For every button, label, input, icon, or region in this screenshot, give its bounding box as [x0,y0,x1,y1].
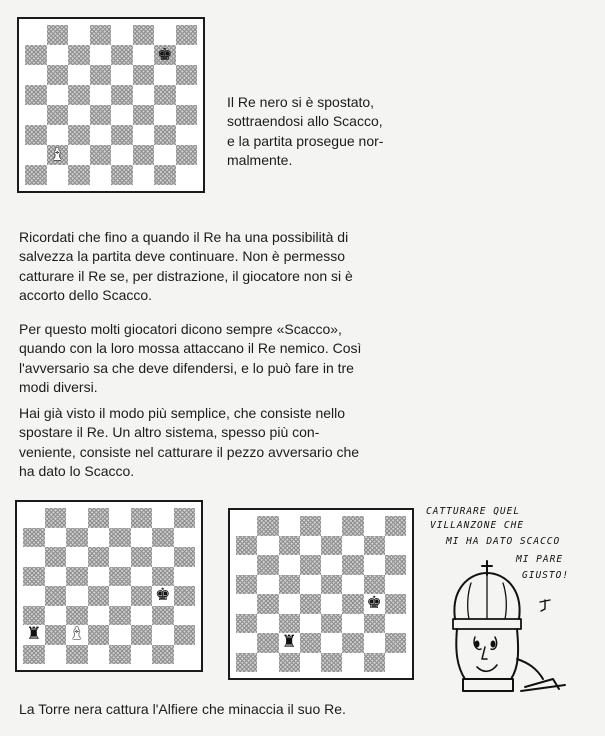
square-c1 [279,653,300,673]
square-b3 [47,125,69,145]
square-g2 [154,145,176,165]
square-d8 [300,516,321,536]
square-h2 [174,625,196,645]
white-bishop-icon: ♝ [69,624,85,645]
square-c3 [279,614,300,634]
square-b1 [257,653,278,673]
rook-cartoon-icon [425,555,570,705]
square-c8 [279,516,300,536]
square-g6 [364,555,385,575]
square-e7 [109,528,131,548]
square-e6 [111,65,133,85]
square-c2 [66,625,88,645]
square-d4 [88,586,110,606]
square-c7 [66,528,88,548]
square-g1 [152,645,174,665]
square-b7 [257,536,278,556]
square-b3 [257,614,278,634]
board-grid [236,516,406,672]
speech-line: MI PARE [516,554,564,565]
square-h8 [385,516,406,536]
square-e7 [111,45,133,65]
square-e2 [111,145,133,165]
square-h3 [176,125,198,145]
square-c7 [279,536,300,556]
square-a3 [25,125,47,145]
square-a5 [23,567,45,587]
square-f7 [133,45,155,65]
square-e4 [109,586,131,606]
black-rook-icon: ♜ [281,632,297,653]
square-f5 [342,575,363,595]
square-h5 [176,85,198,105]
square-a7 [25,45,47,65]
square-d3 [90,125,112,145]
square-h2 [385,633,406,653]
square-d2 [88,625,110,645]
square-b5 [47,85,69,105]
square-h6 [385,555,406,575]
square-f4 [131,586,153,606]
square-g3 [364,614,385,634]
square-h1 [176,165,198,185]
black-rook-icon: ♜ [26,624,42,645]
square-a1 [25,165,47,185]
top-caption-line: malmente. [227,152,293,169]
square-b7 [47,45,69,65]
square-c4 [68,105,90,125]
paragraph-2 [19,320,411,398]
paragraph-line: Per questo molti giocatori dicono sempre «Scacco», [19,321,342,337]
square-c2 [68,145,90,165]
square-e3 [111,125,133,145]
square-g7 [152,528,174,548]
square-b2 [257,633,278,653]
square-a8 [23,508,45,528]
square-b1 [47,165,69,185]
square-d8 [90,25,112,45]
square-d5 [300,575,321,595]
square-h3 [385,614,406,634]
square-g4 [152,586,174,606]
square-c8 [66,508,88,528]
paragraph-line: modi diversi. [19,379,98,396]
square-h4 [174,586,196,606]
square-f3 [342,614,363,634]
square-f2 [133,145,155,165]
square-e6 [321,555,342,575]
square-f7 [342,536,363,556]
square-h6 [176,65,198,85]
square-d6 [88,547,110,567]
square-e4 [321,594,342,614]
speech-line: GIUSTO! [522,570,570,581]
square-b5 [257,575,278,595]
black-king-icon: ♚ [366,593,382,614]
square-d4 [90,105,112,125]
square-c6 [279,555,300,575]
square-h6 [174,547,196,567]
speech-line: VILLANZONE CHE [430,520,525,531]
square-c7 [68,45,90,65]
square-e1 [109,645,131,665]
square-a5 [25,85,47,105]
square-c2 [279,633,300,653]
square-e8 [321,516,342,536]
chess-board-top [17,17,205,193]
paragraph-1 [19,228,411,306]
speech-line: CATTURARE QUEL [426,506,521,517]
square-h3 [174,606,196,626]
square-a5 [236,575,257,595]
square-g6 [152,547,174,567]
square-g7 [364,536,385,556]
square-e3 [321,614,342,634]
square-a3 [236,614,257,634]
square-g7 [154,45,176,65]
chess-board-bottom-left [15,500,203,672]
paragraph-line: quando con la loro mossa attaccano il Re nemico. Così [19,340,362,357]
square-a4 [23,586,45,606]
square-b6 [257,555,278,575]
paragraph-line: salvezza la partita deve continuare. Non è permesso [19,248,346,265]
square-c5 [68,85,90,105]
square-b6 [47,65,69,85]
square-b8 [47,25,69,45]
square-b1 [45,645,67,665]
square-e2 [321,633,342,653]
square-g6 [154,65,176,85]
square-f1 [131,645,153,665]
square-f4 [133,105,155,125]
square-g3 [152,606,174,626]
square-f2 [131,625,153,645]
square-e1 [111,165,133,185]
square-f8 [131,508,153,528]
square-b5 [45,567,67,587]
square-c3 [66,606,88,626]
square-g4 [364,594,385,614]
square-d3 [88,606,110,626]
speech-line: MI HA DATO SCACCO [446,536,561,547]
square-e7 [321,536,342,556]
square-f6 [133,65,155,85]
paragraph-3 [19,404,411,482]
square-a4 [236,594,257,614]
square-g2 [364,633,385,653]
board-grid [25,25,197,185]
black-king-icon: ♚ [155,585,171,606]
square-d1 [88,645,110,665]
square-d7 [90,45,112,65]
square-e4 [111,105,133,125]
square-b8 [257,516,278,536]
square-d6 [90,65,112,85]
square-b4 [47,105,69,125]
square-a8 [25,25,47,45]
square-g8 [154,25,176,45]
paragraph-line: veniente, consiste nel catturare il pezzo avversario che [19,443,360,460]
square-h7 [385,536,406,556]
square-b4 [257,594,278,614]
square-d5 [90,85,112,105]
square-b3 [45,606,67,626]
paragraph-line: l'avversario sa che deve difendersi, e lo può fare in tre [19,359,354,376]
square-e1 [321,653,342,673]
square-f8 [133,25,155,45]
square-e5 [109,567,131,587]
square-d7 [300,536,321,556]
square-f1 [342,653,363,673]
square-f3 [133,125,155,145]
square-h8 [174,508,196,528]
square-h1 [385,653,406,673]
square-g4 [154,105,176,125]
square-e5 [111,85,133,105]
square-c5 [279,575,300,595]
square-c1 [68,165,90,185]
top-caption [227,93,427,171]
black-king-icon: ♚ [157,44,173,65]
square-c6 [66,547,88,567]
chess-board-bottom-right [228,508,414,680]
square-g1 [364,653,385,673]
square-c4 [66,586,88,606]
square-f3 [131,606,153,626]
square-b8 [45,508,67,528]
square-a6 [23,547,45,567]
square-e6 [109,547,131,567]
square-b2 [45,625,67,645]
square-f1 [133,165,155,185]
square-d3 [300,614,321,634]
square-d4 [300,594,321,614]
square-b4 [45,586,67,606]
square-f5 [131,567,153,587]
square-h2 [176,145,198,165]
paragraph-line: Hai già visto il modo più semplice, che consiste nello [19,405,346,421]
square-f5 [133,85,155,105]
square-h7 [174,528,196,548]
square-g3 [154,125,176,145]
square-a7 [236,536,257,556]
top-caption-line: Il Re nero si è spostato, [227,94,375,110]
square-c6 [68,65,90,85]
white-bishop-icon: ♝ [49,144,65,165]
paragraph-line: spostare il Re. Un altro sistema, spesso più con- [19,424,320,441]
square-e2 [109,625,131,645]
square-d7 [88,528,110,548]
board-grid [23,508,195,664]
square-h7 [176,45,198,65]
square-d2 [90,145,112,165]
top-caption-line: e la partita prosegue nor- [227,132,384,149]
square-d1 [90,165,112,185]
square-c3 [68,125,90,145]
square-h4 [176,105,198,125]
square-d1 [300,653,321,673]
square-h1 [174,645,196,665]
square-a6 [25,65,47,85]
square-e8 [111,25,133,45]
square-a2 [23,625,45,645]
square-a2 [236,633,257,653]
square-b2 [47,145,69,165]
square-f6 [342,555,363,575]
paragraph-line: accorto dello Scacco. [19,287,153,304]
square-d8 [88,508,110,528]
square-g5 [364,575,385,595]
square-g5 [152,567,174,587]
square-d5 [88,567,110,587]
square-f2 [342,633,363,653]
square-g5 [154,85,176,105]
square-c5 [66,567,88,587]
square-e3 [109,606,131,626]
square-a6 [236,555,257,575]
square-a2 [25,145,47,165]
square-a3 [23,606,45,626]
square-h4 [385,594,406,614]
square-d2 [300,633,321,653]
square-h5 [385,575,406,595]
square-f6 [131,547,153,567]
square-e5 [321,575,342,595]
square-e8 [109,508,131,528]
square-g8 [152,508,174,528]
square-c1 [66,645,88,665]
square-f7 [131,528,153,548]
square-b6 [45,547,67,567]
square-d6 [300,555,321,575]
square-a4 [25,105,47,125]
square-f8 [342,516,363,536]
paragraph-line: ha dato lo Scacco. [19,463,135,480]
square-b7 [45,528,67,548]
square-a8 [236,516,257,536]
square-h5 [174,567,196,587]
square-a1 [23,645,45,665]
paragraph-line: catturare il Re se, per distrazione, il giocatore non si è [19,267,353,284]
square-c4 [279,594,300,614]
bottom-caption: La Torre nera cattura l'Alfiere che minaccia il suo Re. [19,701,346,717]
square-c8 [68,25,90,45]
square-a1 [236,653,257,673]
square-g1 [154,165,176,185]
square-h8 [176,25,198,45]
square-f4 [342,594,363,614]
top-caption-line: sottraendosi allo Scacco, [227,113,383,130]
square-g2 [152,625,174,645]
square-a7 [23,528,45,548]
paragraph-line: Ricordati che fino a quando il Re ha una possibilità di [19,229,349,245]
square-g8 [364,516,385,536]
